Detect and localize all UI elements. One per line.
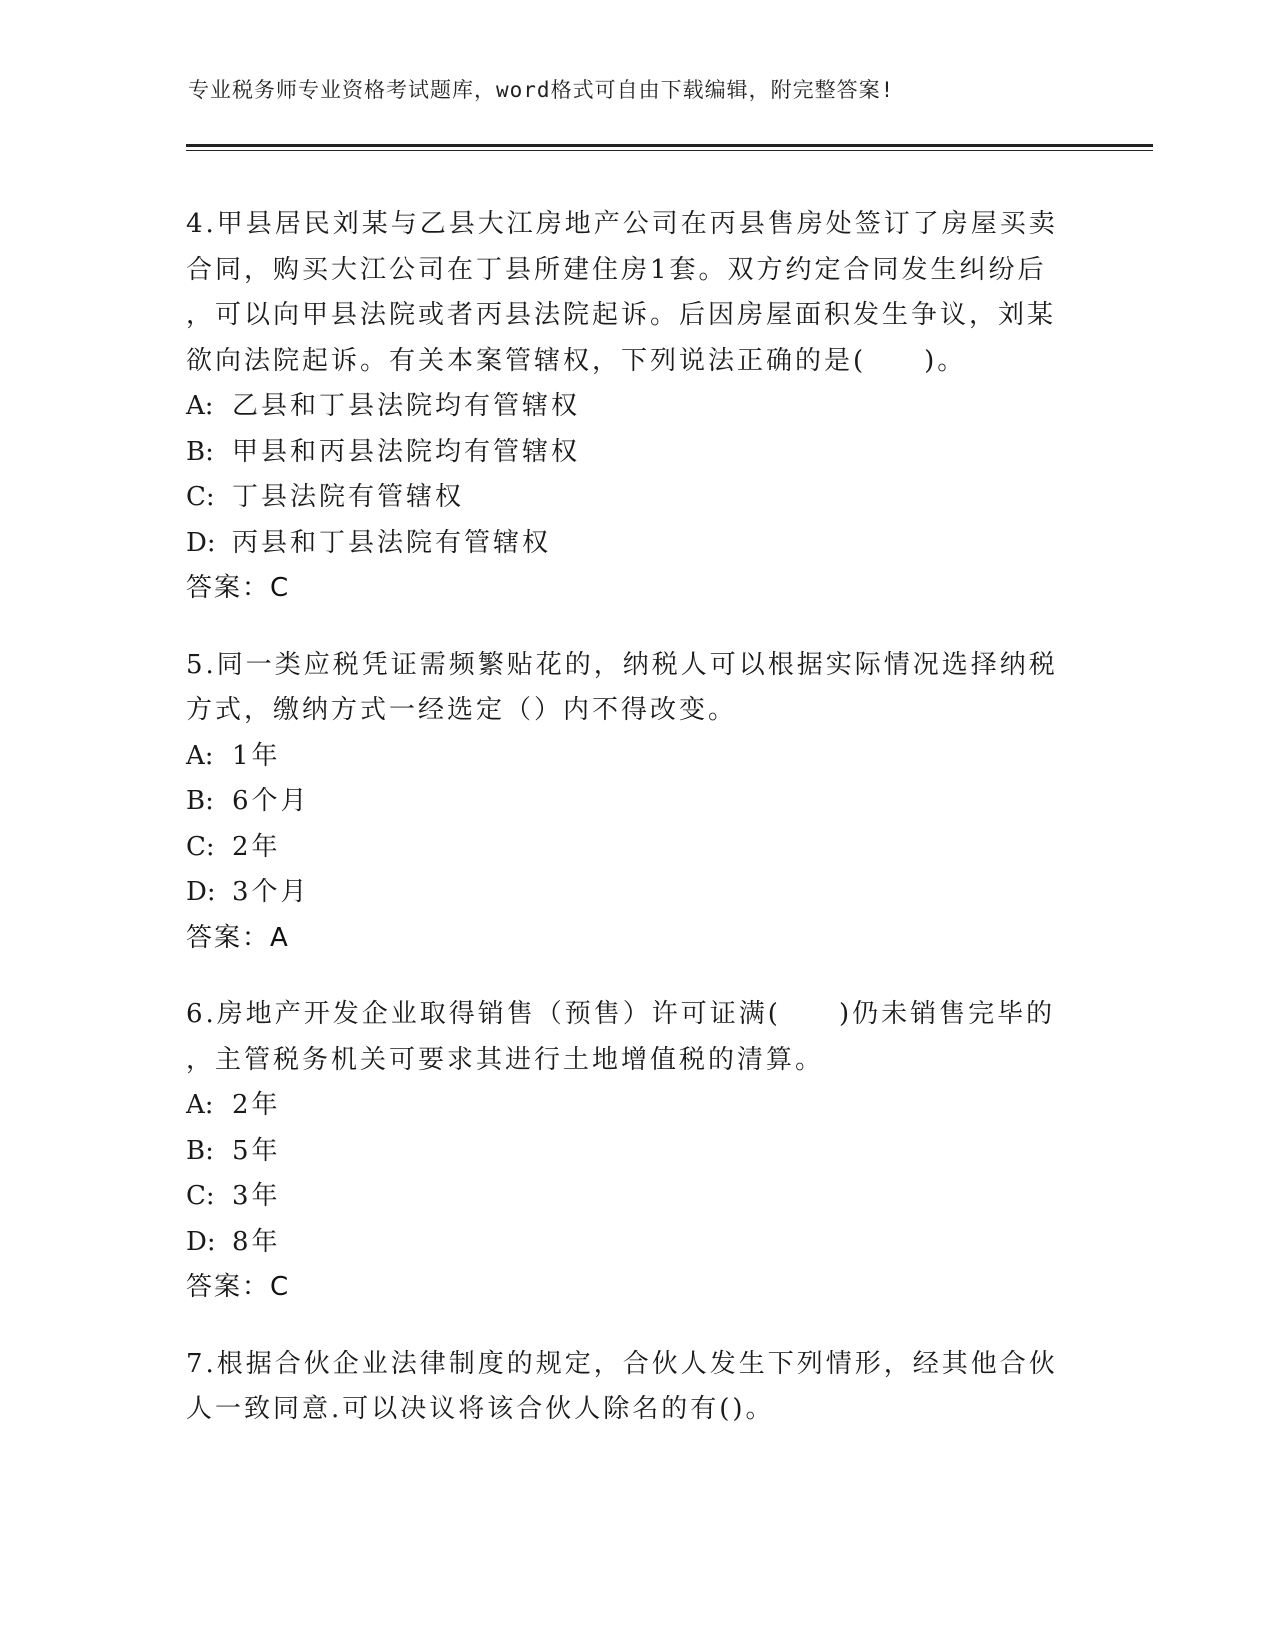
- option-text: 2年: [232, 1090, 281, 1120]
- option-label: B:: [186, 436, 214, 467]
- option-text: 3年: [232, 1181, 281, 1211]
- option-label: A:: [186, 391, 214, 421]
- option-d: [186, 521, 1086, 567]
- option-label: C:: [186, 831, 215, 862]
- question-text-line: 合同，购买大江公司在丁县所建住房1套。双方约定合同发生纠纷后: [186, 254, 1047, 285]
- option-text: 丙县和丁县法院有管辖权: [232, 527, 552, 558]
- option-c: [186, 475, 1086, 521]
- option-c: [186, 825, 1086, 871]
- page-header: 专业税务师专业资格考试题库，word格式可自由下载编辑，附完整答案!: [188, 78, 895, 102]
- option-label: B:: [186, 1135, 214, 1166]
- option-b: [186, 430, 1086, 476]
- option-text: 丁县法院有管辖权: [232, 482, 465, 512]
- question-text-line: 7.根据合伙企业法律制度的规定，合伙人发生下列情形，经其他合伙: [186, 1348, 1058, 1379]
- option-text: 1年: [232, 740, 281, 771]
- answer: 答案：C: [186, 573, 291, 603]
- option-text: 乙县和丁县法院均有管辖权: [232, 391, 581, 421]
- option-label: A:: [186, 740, 214, 771]
- question-4: [186, 202, 1086, 612]
- question-5: [186, 643, 1086, 962]
- option-c: [186, 1174, 1086, 1220]
- option-a: [186, 1083, 1086, 1129]
- option-text: 6个月: [232, 786, 310, 816]
- option-b: [186, 779, 1086, 825]
- option-text: 8年: [232, 1226, 281, 1257]
- option-a: [186, 384, 1086, 430]
- option-a: [186, 734, 1086, 780]
- header-rule-thick: [186, 144, 1153, 147]
- option-text: 甲县和丙县法院均有管辖权: [232, 436, 581, 467]
- answer: 答案：A: [186, 922, 290, 953]
- question-text-line: ，主管税务机关可要求其进行土地增值税的清算。: [186, 1044, 825, 1075]
- option-d: [186, 870, 1086, 916]
- question-text-line: 4.甲县居民刘某与乙县大江房地产公司在丙县售房处签订了房屋买卖: [186, 209, 1058, 239]
- question-text-line: ，可以向甲县法院或者丙县法院起诉。后因房屋面积发生争议，刘某: [186, 300, 1057, 330]
- question-6: [186, 992, 1086, 1311]
- option-text: 5年: [232, 1135, 281, 1166]
- option-b: [186, 1129, 1086, 1175]
- option-label: B:: [186, 786, 214, 816]
- option-label: D:: [186, 527, 216, 558]
- option-text: 2年: [232, 831, 281, 862]
- option-label: D:: [186, 1226, 216, 1257]
- option-label: D:: [186, 877, 216, 907]
- question-text-line: 6.房地产开发企业取得销售（预售）许可证满( )仍未销售完毕的: [186, 999, 1056, 1029]
- question-text-line: 方式，缴纳方式一经选定（）内不得改变。: [186, 695, 738, 725]
- question-list: [186, 202, 1086, 1464]
- question-text-line: 人一致同意.可以决议将该合伙人除名的有()。: [186, 1394, 775, 1424]
- question-text-line: 欲向法院起诉。有关本案管辖权，下列说法正确的是( )。: [186, 345, 967, 376]
- answer: 答案：C: [186, 1272, 291, 1302]
- header-rule-thin: [186, 150, 1153, 151]
- option-label: C:: [186, 482, 215, 512]
- question-text-line: 5.同一类应税凭证需频繁贴花的，纳税人可以根据实际情况选择纳税: [186, 649, 1058, 680]
- option-label: C:: [186, 1181, 215, 1211]
- option-text: 3个月: [232, 877, 310, 907]
- question-7: [186, 1342, 1086, 1433]
- option-d: [186, 1220, 1086, 1266]
- option-label: A:: [186, 1090, 214, 1120]
